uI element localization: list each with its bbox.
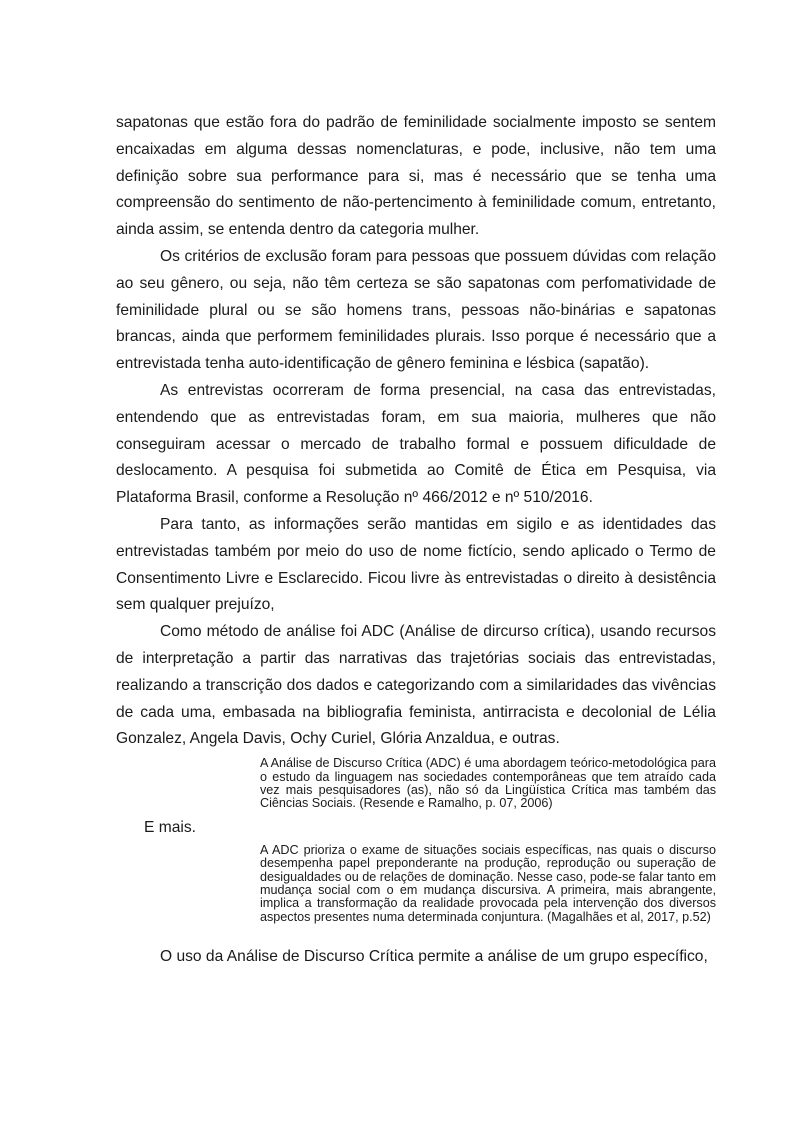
paragraph-continuation: sapatonas que estão fora do padrão de feminilidade socialmente imposto se sentem encaixadas em alguma dessas nomenclaturas, e pode, inclusive, não tem uma definição sobre sua performance para si, mas é necessário que se tenha uma compreensão do sentimento de não-pertencimento à feminilidade comum, entretanto, ainda assim, se entenda dentro da categoria mulher. bbox=[116, 114, 716, 239]
paragraph-interviews: As entrevistas ocorreram de forma presencial, na casa das entrevistadas, entendendo que as entrevistadas foram, em sua maioria, mulheres que não conseguiram acessar o mercado de trabalho formal e possuem dificuldade de deslocamento. A pesquisa foi submetida ao Comitê de Ética em Pesquisa, via Plataforma Brasil, conforme a Resolução nº 466/2012 e nº 510/2016. bbox=[116, 381, 716, 507]
e-mais-text: E mais. bbox=[144, 818, 196, 836]
paragraph-exclusion-criteria: Os critérios de exclusão foram para pessoas que possuem dúvidas com relação ao seu gênero, ou seja, não têm certeza se são sapatonas com perfomatividade de feminilidade plural ou se são homens trans, pessoas não-binárias e sapatonas brancas, ainda que performem feminilidades plurais. Isso porque é necessário que a entrevistada tenha auto-identificação de gênero feminina e lésbica (sapatão). bbox=[116, 247, 716, 373]
block-quote-adc-definition: A Análise de Discurso Crítica (ADC) é uma abordagem teórico-metodológica para o estudo da linguagem nas sociedades contemporâneas que tem atraído cada vez mais pesquisadores (as), não só da Lingüística Crítica mas também das Ciências Sociais. (Resende e Ramalho, p. 07, 2006) bbox=[260, 756, 716, 811]
block-quote-adc-priority: A ADC prioriza o exame de situações sociais específicas, nas quais o discurso desempenha papel preponderante na produção, reprodução ou superação de desigualdades ou de relações de dominação. Nesse caso, pode-se falar tanto em mudança social com o em mudança discursiva. A primeira, mais abrangente, implica a transformação da realidade provocada pela intervenção dos diversos aspectos presentes numa determinada conjuntura. (Magalhães et al, 2017, p.52) bbox=[260, 842, 716, 924]
paragraph-adc-usage: O uso da Análise de Discurso Crítica permite a análise de um grupo específico, bbox=[160, 948, 708, 966]
paragraph-method: Como método de análise foi ADC (Análise de dircurso crítica), usando recursos de interpretação a partir das narrativas das trajetórias sociais das entrevistadas, realizando a transcrição dos dados e categorizando com a similaridades das vivências de cada uma, embasada na bibliografia feminista, antirracista e decolonial de Lélia Gonzalez, Angela Davis, Ochy Curiel, Glória Anzaldua, e outras. bbox=[116, 623, 716, 748]
document-page bbox=[116, 110, 716, 971]
paragraph-confidentiality: Para tanto, as informações serão mantidas em sigilo e as identidades das entrevistadas também por meio do uso de nome fictício, sendo aplicado o Termo de Consentimento Livre e Esclarecido. Ficou livre às entrevistadas o direito à desistência sem qualquer prejuízo, bbox=[116, 515, 716, 614]
